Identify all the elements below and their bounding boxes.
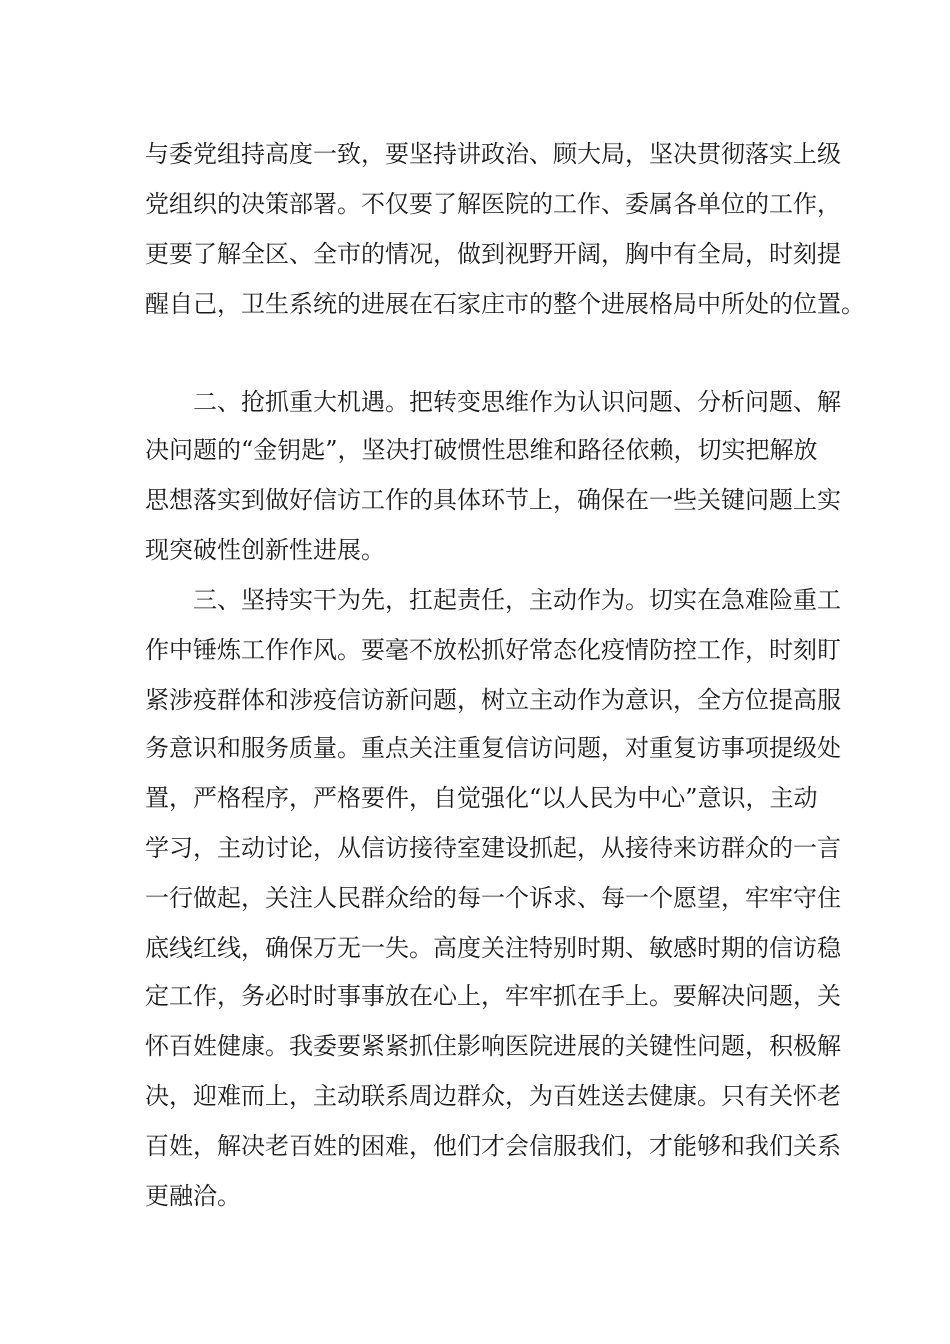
text-line: 一行做起，关注人民群众给的每一个诉求、每一个愿望，牢牢守住: [145, 884, 841, 912]
text-line: 作中锤炼工作作风。要毫不放松抓好常态化疫情防控工作，时刻盯: [145, 636, 841, 664]
text-line: 定工作，务必时时事事放在心上，牢牢抓在手上。要解决问题，关: [145, 982, 841, 1010]
text-line: 现突破性创新性进展。: [145, 536, 385, 564]
text-line: 思想落实到做好信访工作的具体环节上，确保在一些关键问题上实: [145, 486, 841, 514]
text-line: 更要了解全区、全市的情况，做到视野开阔，胸中有全局，时刻提: [145, 240, 841, 268]
text-line: 二、抢抓重大机遇。把转变思维作为认识问题、分析问题、解: [193, 388, 841, 416]
text-line: 务意识和服务质量。重点关注重复信访问题，对重复访事项提级处: [145, 734, 841, 762]
text-line: 百姓，解决老百姓的困难，他们才会信服我们，才能够和我们关系: [145, 1132, 841, 1160]
text-line: 与委党组持高度一致，要坚持讲政治、顾大局，坚决贯彻落实上级: [145, 140, 841, 168]
text-line: 置，严格程序，严格要件，自觉强化“以人民为中心”意识，主动: [145, 784, 818, 812]
text-line: 三、坚持实干为先，扛起责任，主动作为。切实在急难险重工: [193, 586, 841, 614]
text-line: 党组织的决策部署。不仅要了解医院的工作、委属各单位的工作，: [145, 190, 841, 218]
text-line: 决问题的“金钥匙”，坚决打破惯性思维和路径依赖，切实把解放: [145, 436, 818, 464]
text-line: 学习，主动讨论，从信访接待室建设抓起，从接待来访群众的一言: [145, 834, 841, 862]
text-line: 紧涉疫群体和涉疫信访新问题，树立主动作为意识，全方位提高服: [145, 686, 841, 714]
text-line: 更融洽。: [145, 1182, 241, 1210]
text-line: 决，迎难而上，主动联系周边群众，为百姓送去健康。只有关怀老: [145, 1082, 841, 1110]
text-line: 底线红线，确保万无一失。高度关注特别时期、敏感时期的信访稳: [145, 934, 841, 962]
text-line: 怀百姓健康。我委要紧紧抓住影响医院进展的关键性问题，积极解: [145, 1032, 841, 1060]
text-line: 醒自己，卫生系统的进展在石家庄市的整个进展格局中所处的位置。: [145, 290, 865, 318]
